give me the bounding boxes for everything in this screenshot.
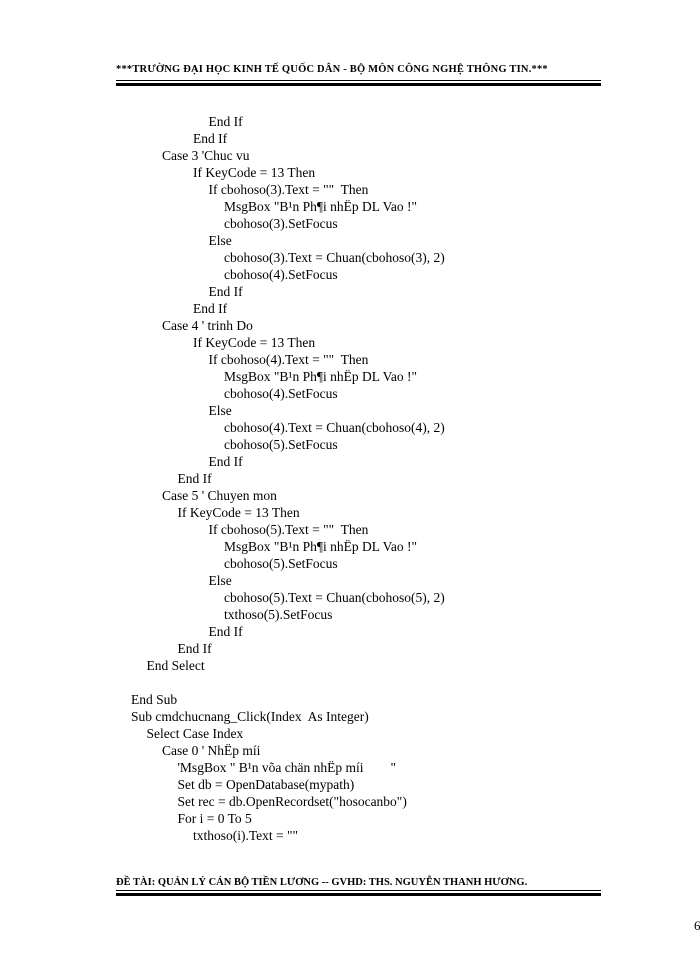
code-line: 'MsgBox " B¹n võa chän nhËp míi " [177,760,396,775]
code-line: Case 5 ' Chuyen mon [162,488,277,503]
code-line: MsgBox "B¹n Ph¶i nhËp DL Vao !" [224,539,417,554]
code-line: cbohoso(5).Text = Chuan(cbohoso(5), 2) [224,590,445,605]
code-line: Case 3 'Chuc vu [162,148,250,163]
code-line: End If [208,114,243,129]
code-line: If KeyCode = 13 Then [193,335,316,350]
code-line: End If [208,284,243,299]
code-line: End If [177,641,212,656]
code-line: Else [208,573,232,588]
code-line: cbohoso(4).SetFocus [224,267,338,282]
footer-rule-thin [116,890,601,891]
code-line: End If [177,471,212,486]
code-line: cbohoso(5).SetFocus [224,437,338,452]
header-title: ***TRƯỜNG ĐẠI HỌC KINH TẾ QUỐC DÂN - BỘ MÔN CÔNG NGHỆ THÔNG TIN.*** [116,64,548,75]
code-listing [116,113,445,844]
code-line: End Select [146,658,205,673]
code-line: End If [208,624,243,639]
header-rule-thick [116,83,601,86]
code-line: If cbohoso(5).Text = "" Then [208,522,369,537]
footer-title: ĐỀ TÀI: QUẢN LÝ CÁN BỘ TIỀN LƯƠNG -- GVHD: THS. NGUYỄN THANH HƯƠNG. [116,877,528,888]
page-number: 6 [694,918,700,933]
code-line: Set rec = db.OpenRecordset("hosocanbo") [177,794,407,809]
code-line: Select Case Index [146,726,244,741]
code-line: MsgBox "B¹n Ph¶i nhËp DL Vao !" [224,199,417,214]
code-line: cbohoso(4).SetFocus [224,386,338,401]
header-rule-thin [116,80,601,81]
code-line: If cbohoso(4).Text = "" Then [208,352,369,367]
code-line: Else [208,233,232,248]
code-line [116,674,445,691]
code-line: Else [208,403,232,418]
code-line: Case 0 ' NhËp míi [162,743,261,758]
code-line: cbohoso(5).SetFocus [224,556,338,571]
code-line: End If [208,454,243,469]
footer-rule-thick [116,893,601,896]
code-line: Case 4 ' trinh Do [162,318,253,333]
code-line: cbohoso(3).SetFocus [224,216,338,231]
code-line: If KeyCode = 13 Then [193,165,316,180]
code-line: Set db = OpenDatabase(mypath) [177,777,355,792]
code-line: txthoso(5).SetFocus [224,607,333,622]
code-line: End If [193,301,228,316]
code-line: cbohoso(3).Text = Chuan(cbohoso(3), 2) [224,250,445,265]
code-line: End If [193,131,228,146]
code-line: cbohoso(4).Text = Chuan(cbohoso(4), 2) [224,420,445,435]
code-line: For i = 0 To 5 [177,811,252,826]
code-line: If KeyCode = 13 Then [177,505,300,520]
code-line: Sub cmdchucnang_Click(Index As Integer) [131,709,369,724]
code-line: txthoso(i).Text = "" [193,828,299,843]
code-line: End Sub [131,692,178,707]
code-line: MsgBox "B¹n Ph¶i nhËp DL Vao !" [224,369,417,384]
code-line: If cbohoso(3).Text = "" Then [208,182,369,197]
